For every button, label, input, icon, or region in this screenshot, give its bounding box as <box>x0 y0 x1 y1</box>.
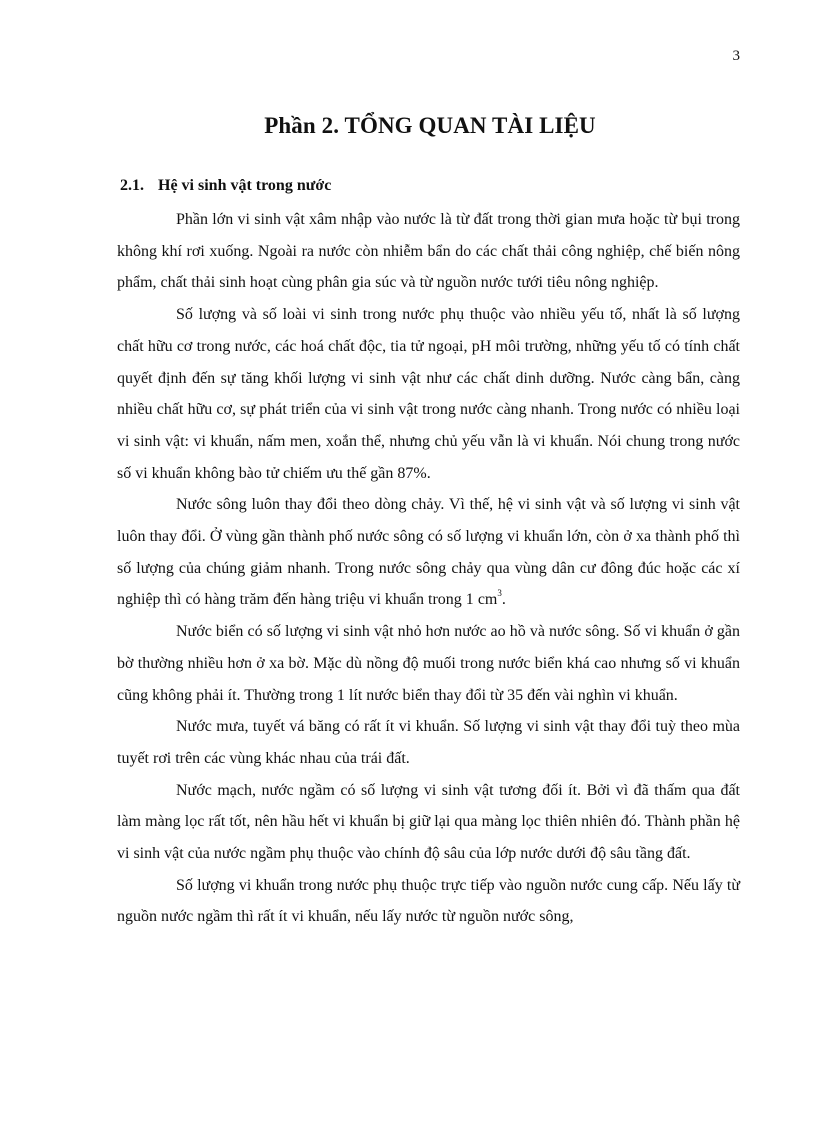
paragraph-rain-snow: Nước mưa, tuyết vá băng có rất ít vi khuẩn. Số lượng vi sinh vật thay đổi tuỳ theo mùa tuyết rơi trên các vùng khác nhau của trái đất. <box>117 718 740 767</box>
body-text <box>117 204 740 933</box>
unit-exponent: 3 <box>497 588 502 599</box>
unit-suffix: . <box>501 591 506 609</box>
page-number: 3 <box>732 48 740 64</box>
paragraph-river-water <box>117 489 740 616</box>
unit-cm3 <box>477 588 506 609</box>
section-heading <box>120 176 331 196</box>
paragraph-river-water-text: Nước sông luôn thay đổi theo dòng chảy. Vì thế, hệ vi sinh vật và số lượng vi sinh vật luôn thay đổi. Ở vùng gần thành phố nước sông có số lượng vi khuẩn lớn, còn ở xa thành phố thì số lượng của chúng giảm nhanh. Trong nước sông chảy qua vùng dân cư đông đúc hoặc các xí nghiệp thì có hàng trăm đến hàng triệu vi khuẩn trong 1 <box>117 496 740 609</box>
part-title: Phần 2. TỔNG QUAN TÀI LIỆU <box>264 113 596 139</box>
paragraph-sea-water: Nước biển có số lượng vi sinh vật nhỏ hơn nước ao hồ và nước sông. Số vi khuẩn ở gần bờ thường nhiều hơn ở xa bờ. Mặc dù nồng độ muối trong nước biển khá cao nhưng số vi khuẩn cũng không phải ít. Thường trong 1 lít nước biển thay đổi từ 35 đến vài nghìn vi khuẩn. <box>117 623 740 704</box>
section-title: Hệ vi sinh vật trong nước <box>158 177 332 194</box>
paragraph-sources-of-microbes: Phần lớn vi sinh vật xâm nhập vào nước là từ đất trong thời gian mưa hoặc từ bụi trong không khí rơi xuống. Ngoài ra nước còn nhiễm bẩn do các chất thải công nghiệp, chế biến nông phẩm, chất thải sinh hoạt cùng phân gia súc và từ nguồn nước tưới tiêu nông nghiệp. <box>117 211 740 292</box>
unit-base: cm <box>477 591 498 609</box>
paragraph-water-supply: Số lượng vi khuẩn trong nước phụ thuộc trực tiếp vào nguồn nước cung cấp. Nếu lấy từ nguồn nước ngầm thì rất ít vi khuẩn, nếu lấy nước từ nguồn nước sông, <box>117 876 740 926</box>
paragraph-groundwater: Nước mạch, nước ngầm có số lượng vi sinh vật tương đối ít. Bởi vì đã thấm qua đất làm màng lọc rất tốt, nên hầu hết vi khuẩn bị giữ lại qua màng lọc thiên nhiên đó. Thành phần hệ vi sinh vật của nước ngầm phụ thuộc vào chính độ sâu của lớp nước dưới độ sâu tầng đất. <box>117 781 740 863</box>
paragraph-factors: Số lượng và số loài vi sinh trong nước phụ thuộc vào nhiều yếu tố, nhất là số lượng chất hữu cơ trong nước, các hoá chất độc, tia tử ngoại, pH môi trường, những yếu tố có tính chất quyết định đến sự tăng khối lượng vi sinh vật như các chất dinh dưỡng. Nước càng bẩn, càng nhiều chất hữu cơ, sự phát triển của vi sinh vật trong nước càng nhanh. Trong nước có nhiều loại vi sinh vật: vi khuẩn, nấm men, xoắn thể, nhưng chủ yếu vẫn là vi khuẩn. Nói chung trong nước số vi khuẩn không bào tử chiếm ưu thế gần 87%. <box>117 306 740 482</box>
section-number: 2.1. <box>120 177 144 194</box>
